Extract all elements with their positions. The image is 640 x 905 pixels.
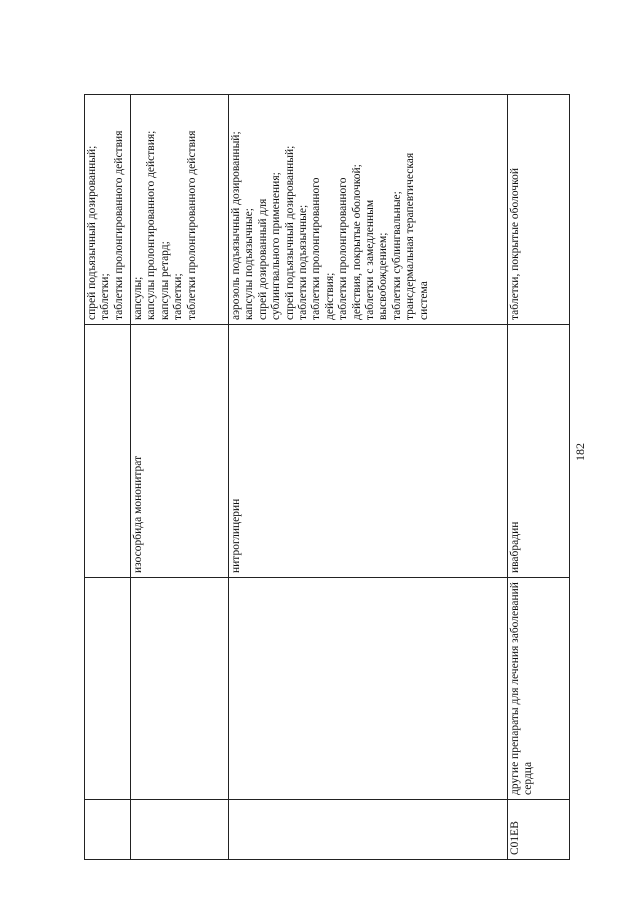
- dosage-form: таблетки;: [172, 273, 185, 320]
- table-row: [131, 95, 229, 860]
- drug-name-cell: изосорбида мононитрат: [131, 325, 229, 578]
- atc-code-cell: [229, 800, 508, 860]
- atc-code-cell: C01EB: [508, 800, 570, 860]
- dosage-form: таблетки, покрытые оболочкой: [509, 168, 521, 320]
- rotated-table-container: [84, 95, 569, 860]
- drug-name-cell: ивабрадин: [508, 325, 570, 578]
- group-name-cell: [85, 578, 131, 800]
- group-name-cell: [508, 578, 570, 800]
- page-number: 182: [573, 443, 587, 461]
- drug-name-cell: нитроглицерин: [229, 325, 508, 578]
- dosage-form: высвобождением;: [377, 232, 390, 320]
- dosage-forms-cell: [229, 95, 508, 325]
- dosage-form: таблетки подъязычные;: [297, 204, 310, 320]
- dosage-form: спрей подъязычный дозированный;: [283, 145, 296, 320]
- atc-code-cell: [131, 800, 229, 860]
- dosage-forms-cell: [508, 95, 570, 325]
- dosage-form: сублингвального применения;: [270, 172, 283, 320]
- table-row: [508, 95, 570, 860]
- dosage-form: таблетки пролонгированного действия: [185, 130, 198, 320]
- drug-table: [84, 94, 570, 860]
- dosage-form: капсулы пролонгированного действия;: [145, 130, 158, 320]
- dosage-form: таблетки пролонгированного действия: [112, 130, 125, 320]
- dosage-forms-cell: [85, 95, 131, 325]
- dosage-form: капсулы ретард;: [158, 241, 171, 320]
- group-name-cell: [229, 578, 508, 800]
- dosage-form: аэрозоль подъязычный дозированный;: [230, 131, 242, 320]
- dosage-form: таблетки пролонгированного: [337, 177, 350, 320]
- dosage-forms-cell: [131, 95, 229, 325]
- group-name-text: другие препараты для лечения заболеваний сердца: [509, 582, 535, 795]
- drug-name-cell: [85, 325, 131, 578]
- dosage-form: таблетки пролонгированного: [310, 177, 323, 320]
- dosage-form: капсулы подъязычные;: [243, 208, 256, 320]
- dosage-form: спрей подъязычный дозированный;: [86, 145, 98, 320]
- dosage-form: действия, покрытые оболочкой;: [350, 164, 363, 320]
- atc-code-cell: [85, 800, 131, 860]
- dosage-form: капсулы;: [132, 276, 144, 320]
- dosage-form: действия;: [323, 272, 336, 320]
- table-row: [85, 95, 131, 860]
- group-name-cell: [131, 578, 229, 800]
- dosage-form: таблетки;: [99, 273, 112, 320]
- dosage-form: таблетки с замедленным: [364, 199, 377, 320]
- dosage-form: система: [417, 281, 430, 320]
- table-row: [229, 95, 508, 860]
- dosage-form: таблетки сублингвальные;: [390, 191, 403, 320]
- dosage-form: спрей дозированный для: [256, 198, 269, 320]
- dosage-form: трансдермальная терапевтическая: [404, 152, 417, 320]
